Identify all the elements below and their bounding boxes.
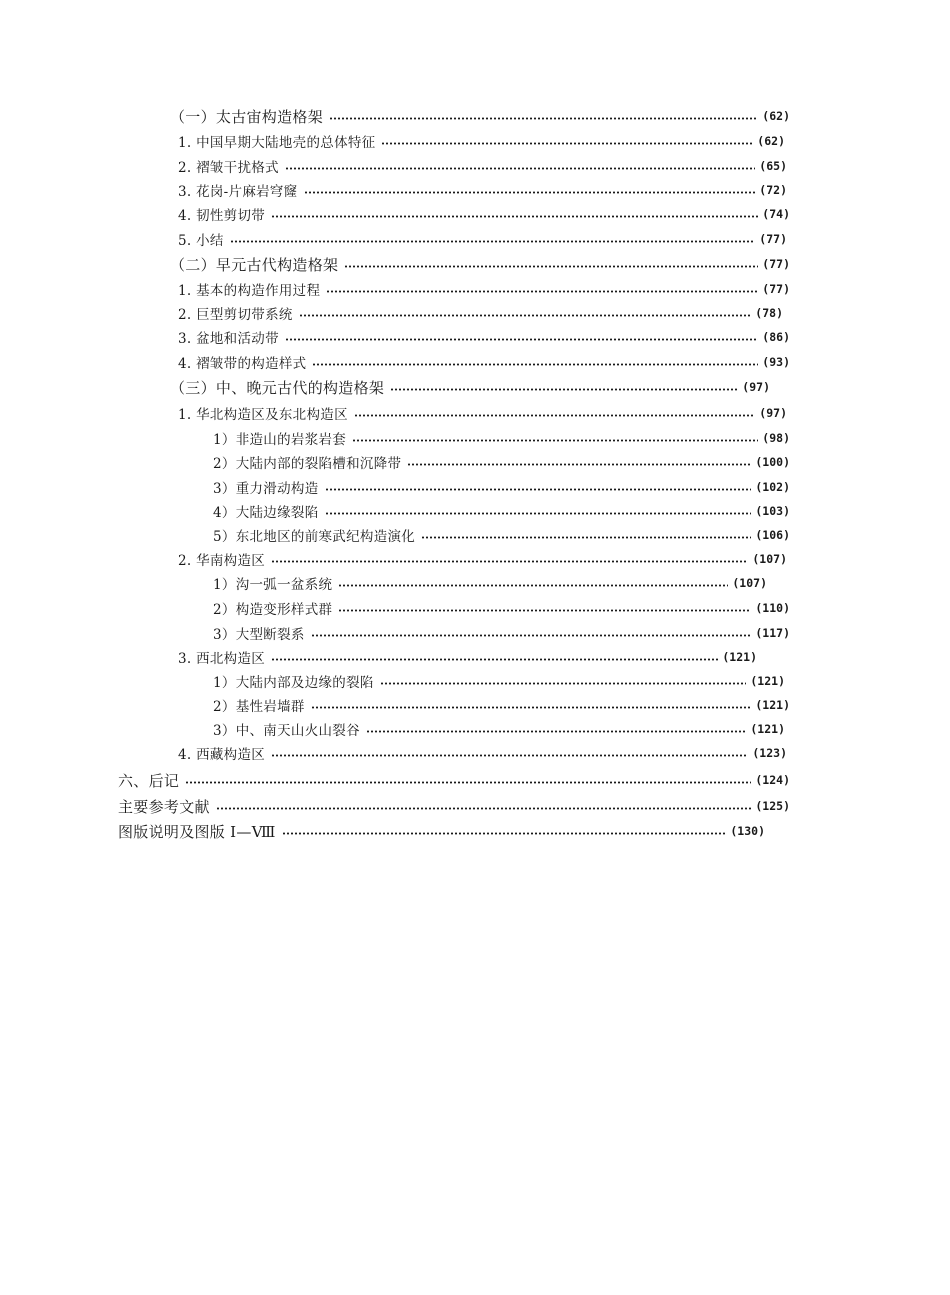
dot-leader	[366, 730, 746, 733]
toc-entry-title: 六、后记	[118, 771, 180, 790]
dot-leader	[285, 167, 755, 170]
toc-entry-title: 1）非造山的岩浆岩套	[213, 432, 347, 448]
dot-leader	[338, 609, 751, 612]
toc-entry-page-number: (117)	[755, 626, 790, 640]
toc-entry-page-number: (121)	[722, 650, 757, 664]
toc-entry	[178, 646, 757, 668]
toc-entry-page-number: (93)	[762, 355, 790, 369]
dot-leader	[185, 781, 751, 784]
toc-entry-title: 3）中、南天山火山裂谷	[213, 723, 360, 739]
toc-entry	[213, 670, 785, 692]
toc-entry-title: 2. 华南构造区	[178, 553, 266, 569]
toc-entry-title: 2）基性岩墙群	[213, 699, 305, 715]
toc-entry-title: （三）中、晚元古代的构造格架	[170, 378, 385, 397]
dot-leader	[325, 488, 752, 491]
toc-entry-page-number: (77)	[759, 232, 787, 246]
toc-entry	[213, 597, 790, 619]
toc-entry-title: 4. 西藏构造区	[178, 747, 266, 763]
toc-entry-page-number: (74)	[762, 207, 790, 221]
toc-entry	[213, 694, 790, 716]
toc-entry	[170, 105, 790, 127]
dot-leader	[407, 463, 751, 466]
toc-entry-title: 主要参考文献	[118, 797, 210, 816]
toc-entry-title: （二）早元古代构造格架	[170, 255, 339, 274]
dot-leader	[352, 439, 758, 442]
toc-entry	[213, 622, 790, 644]
toc-entry-page-number: (78)	[755, 306, 783, 320]
dot-leader	[304, 191, 756, 194]
toc-entry-page-number: (107)	[732, 576, 767, 590]
toc-entry-title: 3. 盆地和活动带	[178, 331, 279, 347]
toc-entry	[178, 228, 787, 250]
dot-leader	[299, 314, 752, 317]
toc-entry-title: 1. 华北构造区及东北构造区	[178, 407, 348, 423]
toc-entry	[178, 155, 787, 177]
dot-leader	[311, 706, 752, 709]
toc-entry-page-number: (103)	[755, 504, 790, 518]
toc-entry-page-number: (97)	[759, 406, 787, 420]
toc-entry-page-number: (107)	[752, 552, 787, 566]
toc-entry	[213, 572, 767, 594]
toc-entry-page-number: (62)	[762, 109, 790, 123]
toc-entry-title: 1）大陆内部及边缘的裂陷	[213, 675, 374, 691]
toc-entry-title: 1）沟一弧一盆系统	[213, 577, 333, 593]
toc-entry	[213, 500, 790, 522]
dot-leader	[380, 682, 747, 685]
toc-entry-page-number: (124)	[755, 773, 790, 787]
dot-leader	[312, 363, 758, 366]
toc-entry	[213, 427, 790, 449]
toc-entry-page-number: (100)	[755, 455, 790, 469]
toc-entry-title: 3）大型断裂系	[213, 627, 305, 643]
dot-leader	[354, 414, 755, 417]
toc-entry-page-number: (65)	[759, 159, 787, 173]
toc-entry	[213, 718, 785, 740]
toc-entry-title: 4）大陆边缘裂陷	[213, 505, 319, 521]
toc-entry-title: 3. 花岗-片麻岩穹窿	[178, 184, 298, 200]
toc-entry	[170, 376, 770, 398]
toc-entry	[118, 769, 790, 791]
dot-leader	[230, 240, 756, 243]
dot-leader	[344, 265, 758, 268]
dot-leader	[381, 142, 753, 145]
toc-entry-title: 5. 小结	[178, 233, 224, 249]
toc-entry-page-number: (77)	[762, 257, 790, 271]
dot-leader	[271, 560, 748, 563]
dot-leader	[216, 807, 752, 810]
toc-entry	[170, 253, 790, 275]
toc-entry-title: 3）重力滑动构造	[213, 481, 319, 497]
dot-leader	[271, 754, 748, 757]
toc-entry-title: 5）东北地区的前寒武纪构造演化	[213, 529, 416, 545]
toc-entry-title: 3. 西北构造区	[178, 651, 266, 667]
toc-entry-page-number: (121)	[750, 674, 785, 688]
toc-entry-page-number: (86)	[762, 330, 790, 344]
toc-entry	[178, 203, 790, 225]
toc-entry-title: 4. 韧性剪切带	[178, 208, 266, 224]
toc-entry	[213, 451, 790, 473]
toc-entry-title: （一）太古宙构造格架	[170, 107, 324, 126]
toc-entry-title: 2）构造变形样式群	[213, 602, 333, 618]
toc-entry-title: 2. 巨型剪切带系统	[178, 307, 293, 323]
toc-entry-title: 图版说明及图版 Ⅰ—Ⅷ	[118, 822, 276, 841]
toc-entry	[178, 402, 787, 424]
toc-entry-page-number: (121)	[755, 698, 790, 712]
toc-entry-page-number: (130)	[730, 824, 765, 838]
dot-leader	[329, 117, 758, 120]
toc-entry	[178, 742, 787, 764]
toc-entry	[178, 326, 790, 348]
toc-entry-title: 1. 中国早期大陆地壳的总体特征	[178, 135, 376, 151]
toc-entry	[178, 351, 790, 373]
toc-entry-page-number: (102)	[755, 480, 790, 494]
toc-entry-title: 1. 基本的构造作用过程	[178, 283, 321, 299]
dot-leader	[390, 388, 738, 391]
toc-entry	[118, 795, 790, 817]
toc-entry-page-number: (121)	[750, 722, 785, 736]
toc-entry	[178, 302, 783, 324]
toc-entry	[178, 548, 787, 570]
toc-entry-page-number: (77)	[762, 282, 790, 296]
toc-entry-page-number: (97)	[742, 380, 770, 394]
toc-entry-page-number: (106)	[755, 528, 790, 542]
toc-entry	[178, 278, 790, 300]
dot-leader	[271, 215, 758, 218]
toc-entry-page-number: (98)	[762, 431, 790, 445]
toc-entry	[213, 524, 790, 546]
toc-entry	[213, 476, 790, 498]
toc-entry-page-number: (62)	[757, 134, 785, 148]
toc-entry-page-number: (72)	[759, 183, 787, 197]
toc-entry	[178, 130, 785, 152]
toc-entry-page-number: (125)	[755, 799, 790, 813]
toc-entry-title: 2. 褶皱干扰格式	[178, 160, 279, 176]
toc-entry-title: 2）大陆内部的裂陷槽和沉降带	[213, 456, 402, 472]
dot-leader	[338, 584, 728, 587]
toc-entry	[118, 820, 765, 842]
dot-leader	[282, 832, 727, 835]
dot-leader	[271, 658, 718, 661]
toc-entry-title: 4. 褶皱带的构造样式	[178, 356, 307, 372]
toc-entry	[178, 179, 787, 201]
dot-leader	[326, 290, 758, 293]
dot-leader	[421, 536, 751, 539]
dot-leader	[311, 634, 752, 637]
toc-entry-page-number: (110)	[755, 601, 790, 615]
toc-entry-page-number: (123)	[752, 746, 787, 760]
dot-leader	[325, 512, 752, 515]
dot-leader	[285, 338, 758, 341]
